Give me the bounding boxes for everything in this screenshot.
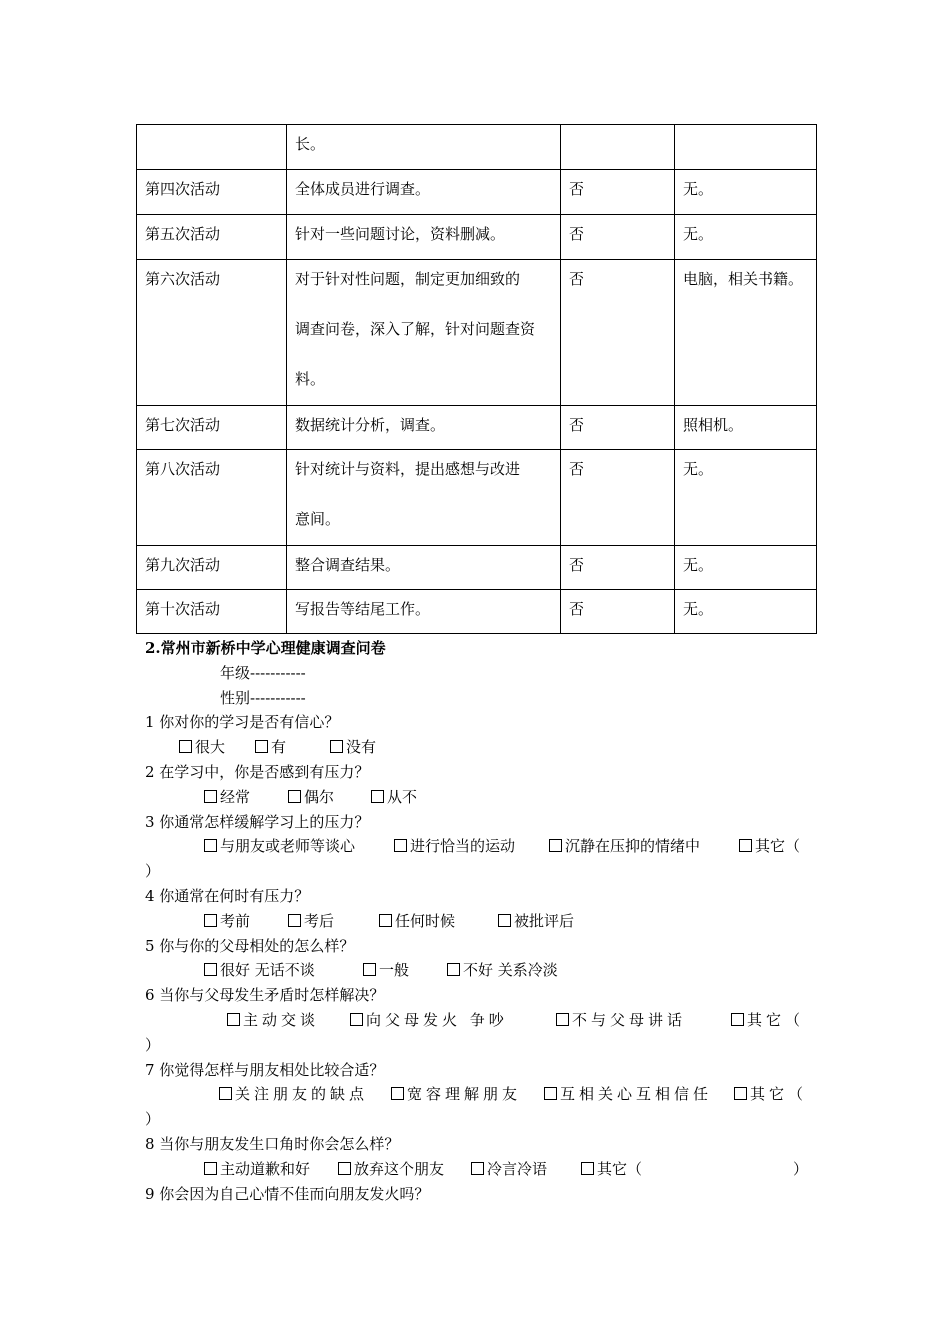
flag-cell: 否 (561, 450, 675, 546)
option-label: 不与父母讲话 (572, 1010, 687, 1029)
option-checkbox[interactable] (379, 909, 455, 934)
option-checkbox[interactable] (179, 735, 225, 760)
content-cell: 针对一些问题讨论，资料删减。 (287, 215, 561, 260)
option-label: 进行恰当的运动 (410, 837, 516, 856)
option-checkbox[interactable] (227, 1008, 319, 1033)
flag-cell: 否 (561, 406, 675, 450)
checkbox-icon[interactable] (447, 963, 460, 976)
checkbox-icon[interactable] (498, 914, 511, 927)
tools-cell: 电脑，相关书籍。 (675, 260, 817, 406)
activity-cell: 第十次活动 (137, 590, 287, 634)
table-row (137, 450, 817, 546)
option-checkbox[interactable] (544, 1082, 712, 1107)
option-label: 很好 无话不谈 (220, 961, 315, 980)
flag-cell (561, 125, 675, 170)
question-text: 5 你与你的父母相处的怎么样？ (145, 936, 355, 955)
checkbox-icon[interactable] (330, 740, 343, 753)
option-checkbox[interactable] (447, 958, 558, 983)
grade-field: 年级----------- (220, 663, 306, 682)
activity-plan-table (136, 124, 817, 634)
option-checkbox[interactable] (394, 834, 515, 859)
option-row (145, 958, 815, 983)
option-checkbox[interactable] (371, 785, 417, 810)
option-checkbox[interactable] (471, 1157, 547, 1182)
close-paren: ） (145, 1110, 161, 1129)
flag-cell: 否 (561, 590, 675, 634)
activity-cell: 第八次活动 (137, 450, 287, 546)
option-checkbox[interactable] (330, 735, 376, 760)
flag-cell: 否 (561, 170, 675, 215)
checkbox-icon[interactable] (581, 1162, 594, 1175)
table-row (137, 546, 817, 590)
option-checkbox[interactable] (204, 834, 355, 859)
option-checkbox[interactable] (739, 834, 800, 859)
checkbox-icon[interactable] (734, 1087, 747, 1100)
table-row (137, 590, 817, 634)
table-row (137, 406, 817, 450)
activity-cell: 第六次活动 (137, 260, 287, 406)
option-label: 考前 (220, 911, 251, 930)
question-text: 1 你对你的学习是否有信心？ (145, 713, 340, 732)
checkbox-icon[interactable] (288, 790, 301, 803)
checkbox-icon[interactable] (556, 1013, 569, 1026)
option-checkbox[interactable] (731, 1008, 804, 1033)
option-label: 任何时候 (395, 911, 456, 930)
option-checkbox[interactable] (363, 958, 409, 983)
checkbox-icon[interactable] (731, 1013, 744, 1026)
content-line: 意间。 (295, 510, 341, 528)
option-checkbox[interactable] (255, 735, 286, 760)
activity-cell (137, 125, 287, 170)
option-label: 主动道歉和好 (220, 1159, 311, 1178)
tools-cell: 无。 (675, 546, 817, 590)
question-text: 9 你会因为自己心情不佳而向朋友发火吗？ (145, 1184, 430, 1203)
option-row (145, 1008, 815, 1033)
option-label: 宽容理解朋友 (407, 1085, 522, 1104)
option-checkbox[interactable] (350, 1008, 508, 1033)
option-label: 从不 (387, 787, 418, 806)
option-label: 其它（ (747, 1010, 805, 1029)
option-row (145, 785, 815, 810)
flag-cell: 否 (561, 215, 675, 260)
gender-field: 性别----------- (220, 688, 306, 707)
checkbox-icon[interactable] (204, 963, 217, 976)
option-row (145, 909, 815, 934)
option-checkbox[interactable] (549, 834, 700, 859)
option-checkbox[interactable] (556, 1008, 686, 1033)
activity-cell: 第五次活动 (137, 215, 287, 260)
option-checkbox[interactable] (498, 909, 574, 934)
option-label: 偶尔 (304, 787, 335, 806)
option-checkbox[interactable] (338, 1157, 444, 1182)
table-row (137, 215, 817, 260)
option-label: 向父母发火 争吵 (366, 1010, 508, 1029)
option-row (145, 834, 815, 859)
checkbox-icon[interactable] (549, 839, 562, 852)
content-cell: 数据统计分析，调查。 (287, 406, 561, 450)
flag-cell: 否 (561, 260, 675, 406)
option-checkbox[interactable] (204, 909, 250, 934)
option-label: 没有 (346, 738, 377, 757)
table-row (137, 125, 817, 170)
activity-cell: 第四次活动 (137, 170, 287, 215)
survey-title: 2.常州市新桥中学心理健康调查问卷 (145, 639, 386, 657)
activity-cell: 第七次活动 (137, 406, 287, 450)
close-paren: ） (145, 862, 161, 881)
tools-cell: 无。 (675, 590, 817, 634)
content-cell: 长。 (287, 125, 561, 170)
checkbox-icon[interactable] (255, 740, 268, 753)
content-cell: 写报告等结尾工作。 (287, 590, 561, 634)
checkbox-icon[interactable] (338, 1162, 351, 1175)
question-text: 3 你通常怎样缓解学习上的压力？ (145, 812, 370, 831)
option-label: 放弃这个朋友 (354, 1159, 445, 1178)
option-label: 主动交谈 (243, 1010, 320, 1029)
option-checkbox[interactable] (219, 1082, 368, 1107)
checkbox-icon[interactable] (471, 1162, 484, 1175)
content-line: 料。 (295, 370, 326, 388)
content-line: 调查问卷，深入了解，针对问题查资 (295, 320, 536, 338)
checkbox-icon[interactable] (288, 914, 301, 927)
checkbox-icon[interactable] (204, 839, 217, 852)
tools-cell: 无。 (675, 215, 817, 260)
option-label: 其它（ (750, 1085, 808, 1104)
table-row (137, 170, 817, 215)
content-cell: 全体成员进行调查。 (287, 170, 561, 215)
checkbox-icon[interactable] (350, 1013, 363, 1026)
checkbox-icon[interactable] (179, 740, 192, 753)
option-label: 很大 (195, 738, 226, 757)
content-cell (287, 260, 561, 406)
survey-questionnaire (145, 636, 815, 1206)
checkbox-icon[interactable] (204, 790, 217, 803)
option-checkbox[interactable] (581, 1157, 642, 1182)
question-text: 7 你觉得怎样与朋友相处比较合适？ (145, 1060, 385, 1079)
content-cell (287, 450, 561, 546)
option-checkbox[interactable] (204, 785, 250, 810)
option-label: 不好 关系冷淡 (463, 961, 558, 980)
option-label: 互相关心互相信任 (560, 1085, 713, 1104)
question-text: 8 当你与朋友发生口角时你会怎么样？ (145, 1134, 400, 1153)
activity-cell: 第九次活动 (137, 546, 287, 590)
question-text: 2 在学习中，你是否感到有压力？ (145, 762, 370, 781)
checkbox-icon[interactable] (739, 839, 752, 852)
checkbox-icon[interactable] (204, 1162, 217, 1175)
option-checkbox[interactable] (204, 958, 315, 983)
tools-cell: 照相机。 (675, 406, 817, 450)
question-text: 4 你通常在何时有压力？ (145, 886, 310, 905)
option-checkbox[interactable] (204, 1157, 310, 1182)
question-text: 6 当你与父母发生矛盾时怎样解决？ (145, 986, 385, 1005)
option-checkbox[interactable] (734, 1082, 807, 1107)
option-label: 其它（ (755, 837, 801, 856)
checkbox-icon[interactable] (219, 1087, 232, 1100)
option-row (145, 1082, 815, 1107)
checkbox-icon[interactable] (544, 1087, 557, 1100)
checkbox-icon[interactable] (391, 1087, 404, 1100)
checkbox-icon[interactable] (394, 839, 407, 852)
option-label: 关注朋友的缺点 (235, 1085, 369, 1104)
checkbox-icon[interactable] (227, 1013, 240, 1026)
option-checkbox[interactable] (288, 785, 334, 810)
option-label: 冷言冷语 (487, 1159, 548, 1178)
close-paren: ） (793, 1159, 809, 1178)
tools-cell: 无。 (675, 450, 817, 546)
checkbox-icon[interactable] (371, 790, 384, 803)
option-label: 经常 (220, 787, 251, 806)
option-checkbox[interactable] (391, 1082, 521, 1107)
content-cell: 整合调查结果。 (287, 546, 561, 590)
content-line: 针对统计与资料，提出感想与改进 (295, 460, 521, 478)
flag-cell: 否 (561, 546, 675, 590)
option-row (145, 735, 815, 760)
option-label: 考后 (304, 911, 335, 930)
table-row (137, 260, 817, 406)
checkbox-icon[interactable] (204, 914, 217, 927)
content-line: 对于针对性问题，制定更加细致的 (295, 270, 521, 288)
option-label: 与朋友或老师等谈心 (220, 837, 356, 856)
tools-cell (675, 125, 817, 170)
option-label: 被批评后 (514, 911, 575, 930)
checkbox-icon[interactable] (379, 914, 392, 927)
checkbox-icon[interactable] (363, 963, 376, 976)
option-checkbox[interactable] (288, 909, 334, 934)
option-label: 有 (271, 738, 287, 757)
tools-cell: 无。 (675, 170, 817, 215)
close-paren: ） (145, 1035, 161, 1054)
option-label: 其它（ (597, 1159, 643, 1178)
option-label: 一般 (379, 961, 410, 980)
option-label: 沉静在压抑的情绪中 (565, 837, 701, 856)
option-row (145, 1157, 815, 1182)
